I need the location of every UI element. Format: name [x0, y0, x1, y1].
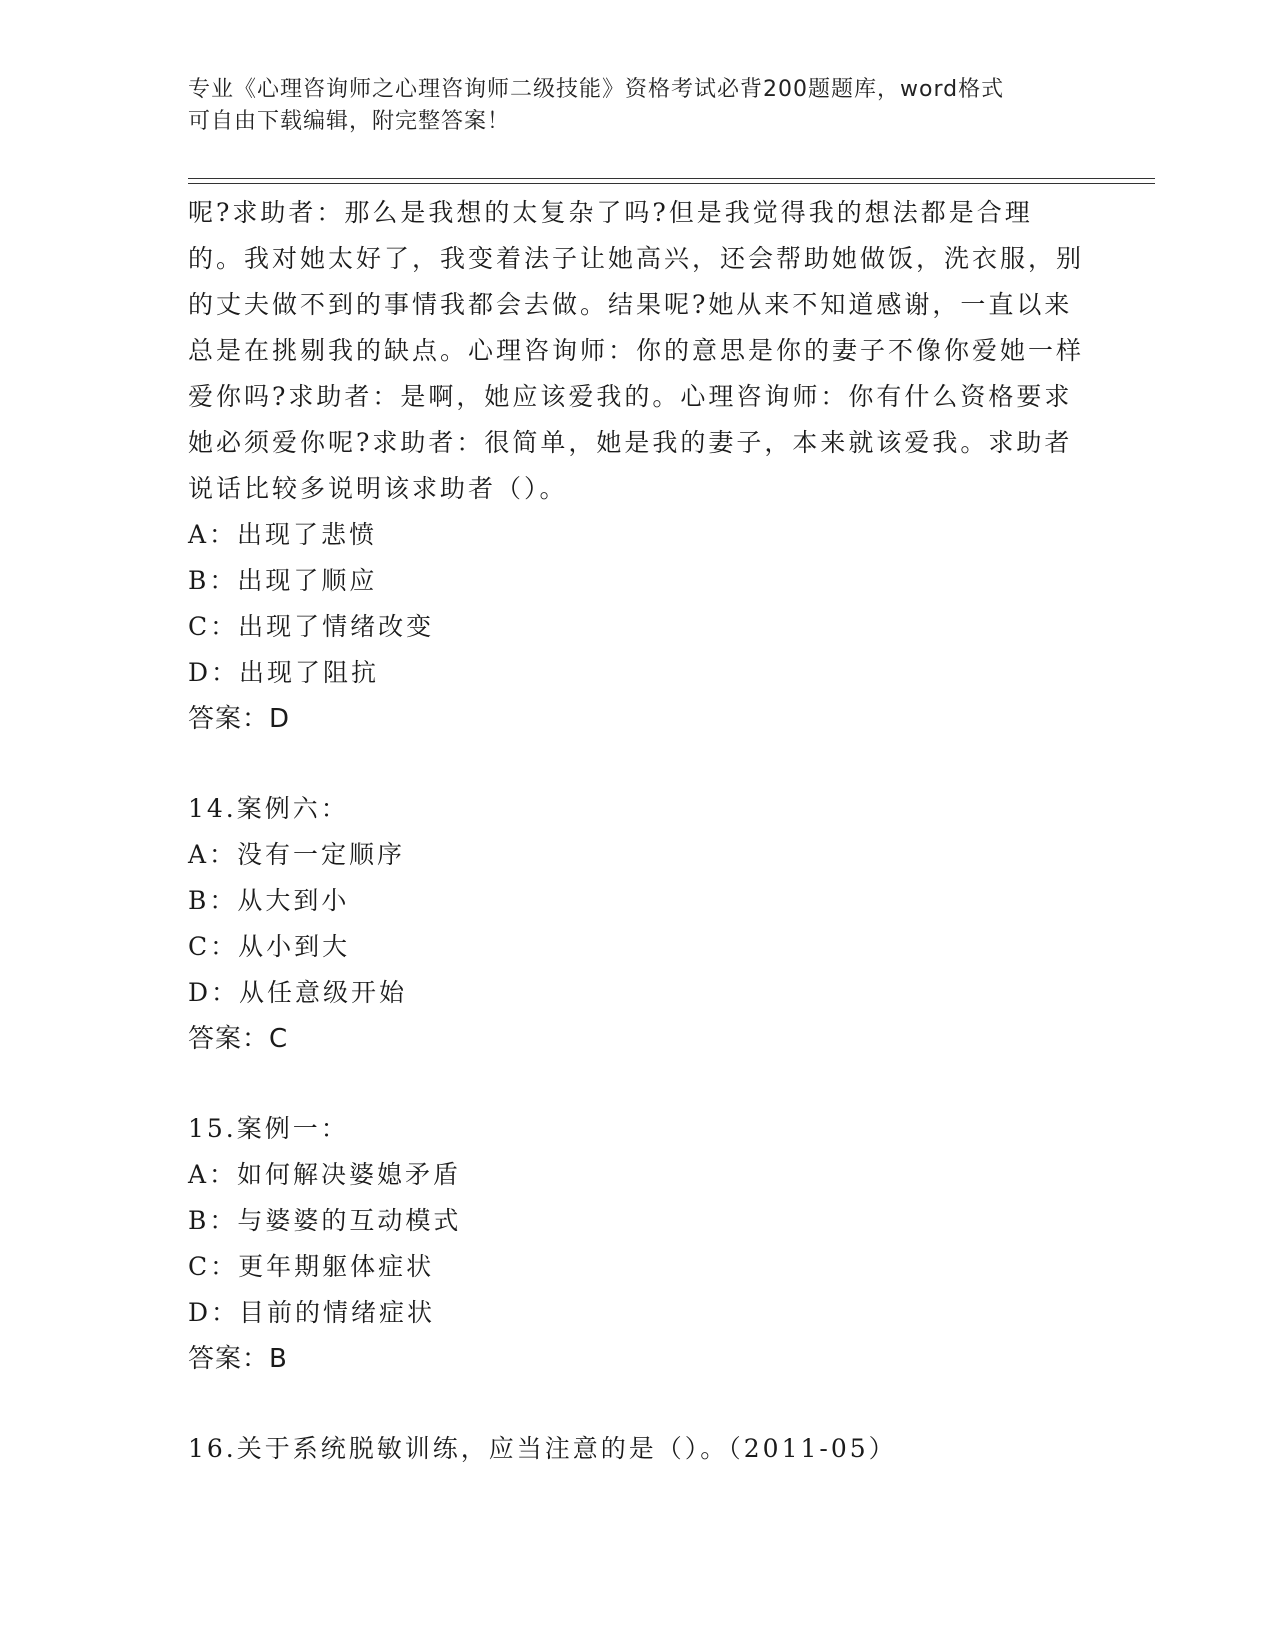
answer: 答案：D	[188, 704, 291, 734]
document-body	[188, 190, 1088, 1472]
question-14	[188, 786, 1088, 1062]
option-a: A：出现了悲愤	[188, 520, 378, 549]
spacer	[188, 1382, 1088, 1426]
question-13	[188, 190, 1088, 742]
option-c: C：从小到大	[188, 932, 351, 961]
option-d: D：从任意级开始	[188, 978, 408, 1007]
question-15	[188, 1106, 1088, 1382]
answer: 答案：B	[188, 1344, 288, 1374]
question-text: 呢?求助者：那么是我想的太复杂了吗?但是我觉得我的想法都是合理的。我对她太好了，我变着法子让她高兴，还会帮助她做饭，洗衣服，别的丈夫做不到的事情我都会去做。结果呢?她从来不知道感谢，一直以来总是在挑剔我的缺点。心理咨询师：你的意思是你的妻子不像你爱她一样爱你吗?求助者：是啊，她应该爱我的。心理咨询师：你有什么资格要求她必须爱你呢?求助者：很简单，她是我的妻子，本来就该爱我。求助者说话比较多说明该求助者（）。	[188, 198, 1085, 503]
header-line-1: 专业《心理咨询师之心理咨询师二级技能》资格考试必背200题题库，word格式	[188, 77, 1005, 102]
option-d: D：目前的情绪症状	[188, 1298, 436, 1327]
document-header	[188, 74, 1068, 138]
option-c: C：更年期躯体症状	[188, 1252, 435, 1281]
header-rule-bottom	[188, 183, 1155, 184]
header-line-2: 可自由下载编辑，附完整答案！	[188, 109, 511, 134]
option-a: A：如何解决婆媳矛盾	[188, 1160, 462, 1189]
question-title: 15.案例一：	[188, 1114, 349, 1143]
option-d: D：出现了阻抗	[188, 658, 380, 687]
option-b: B：出现了顺应	[188, 566, 378, 595]
question-16	[188, 1426, 1088, 1472]
option-a: A：没有一定顺序	[188, 840, 406, 869]
header-rule-top	[188, 178, 1155, 179]
answer: 答案：C	[188, 1024, 289, 1054]
spacer	[188, 742, 1088, 786]
question-title: 16.关于系统脱敏训练，应当注意的是（）。（2011-05）	[188, 1434, 897, 1463]
option-c: C：出现了情绪改变	[188, 612, 435, 641]
question-title: 14.案例六：	[188, 794, 349, 823]
option-b: B：与婆婆的互动模式	[188, 1206, 462, 1235]
option-b: B：从大到小	[188, 886, 350, 915]
spacer	[188, 1062, 1088, 1106]
